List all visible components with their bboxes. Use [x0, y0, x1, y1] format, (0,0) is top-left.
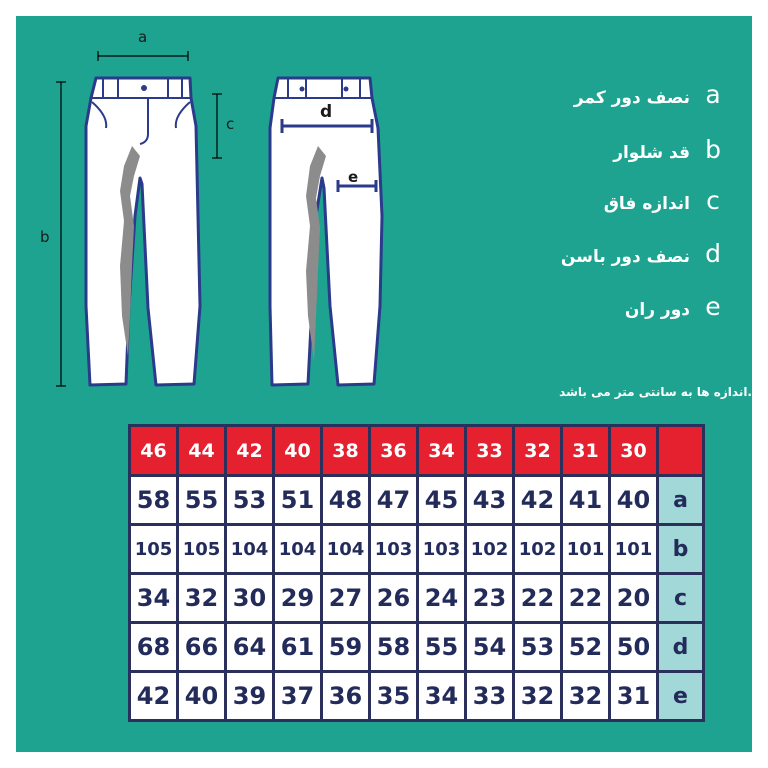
row-letter-cell: d [658, 623, 704, 672]
row-letter-cell: a [658, 476, 704, 525]
pants-diagram [16, 16, 416, 396]
table-cell: 32 [178, 574, 226, 623]
table-cell: 53 [226, 476, 274, 525]
table-cell: 64 [226, 623, 274, 672]
table-cell: 104 [226, 525, 274, 574]
table-cell: 105 [178, 525, 226, 574]
legend-item-a [574, 80, 690, 116]
table-cell: 23 [466, 574, 514, 623]
table-cell: 53 [514, 623, 562, 672]
table-cell: 42 [130, 672, 178, 721]
table-row-a [130, 476, 704, 525]
table-cell: 22 [514, 574, 562, 623]
table-cell: 50 [610, 623, 658, 672]
legend-letter-e: e [705, 292, 721, 321]
table-cell: 43 [466, 476, 514, 525]
table-cell: 32 [562, 672, 610, 721]
table-cell: 101 [610, 525, 658, 574]
table-cell: 51 [274, 476, 322, 525]
legend-letter-d: d [705, 239, 721, 268]
table-cell: 41 [562, 476, 610, 525]
table-cell: 52 [562, 623, 610, 672]
table-row-b [130, 525, 704, 574]
table-cell: 27 [322, 574, 370, 623]
table-cell: 29 [274, 574, 322, 623]
dimension-b-line [56, 82, 66, 386]
size-header-cell: 36 [370, 426, 418, 476]
table-cell: 39 [226, 672, 274, 721]
table-row-d [130, 623, 704, 672]
table-cell: 103 [418, 525, 466, 574]
size-header-cell: 32 [514, 426, 562, 476]
dimension-c-line [212, 94, 222, 158]
table-cell: 48 [322, 476, 370, 525]
size-header-cell: 40 [274, 426, 322, 476]
table-cell: 102 [466, 525, 514, 574]
legend-item-e [625, 292, 690, 328]
table-cell: 102 [514, 525, 562, 574]
table-cell: 55 [418, 623, 466, 672]
legend-letter-b: b [705, 135, 721, 164]
legend-text-e: دور ران [624, 300, 690, 320]
table-cell: 54 [466, 623, 514, 672]
table-cell: 103 [370, 525, 418, 574]
table-cell: 101 [562, 525, 610, 574]
size-header-cell: 30 [610, 426, 658, 476]
units-note: .اندازه ها به سانتی متر می باشد [559, 385, 752, 399]
table-cell: 105 [130, 525, 178, 574]
size-header-cell: 42 [226, 426, 274, 476]
dimension-b-label: b [40, 228, 50, 246]
size-guide-card [16, 16, 752, 752]
table-cell: 61 [274, 623, 322, 672]
size-header-cell: 33 [466, 426, 514, 476]
table-cell: 42 [514, 476, 562, 525]
dimension-a-line [98, 51, 188, 61]
table-cell: 36 [322, 672, 370, 721]
dimension-a-label: a [138, 28, 148, 46]
legend-item-c [604, 186, 690, 222]
table-row-e [130, 672, 704, 721]
table-cell: 58 [130, 476, 178, 525]
table-cell: 45 [418, 476, 466, 525]
table-cell: 40 [178, 672, 226, 721]
size-header-cell: 46 [130, 426, 178, 476]
back-view-pants [270, 78, 382, 385]
size-header-cell: 38 [322, 426, 370, 476]
size-header-cell: 44 [178, 426, 226, 476]
size-header-corner [658, 426, 704, 476]
table-cell: 26 [370, 574, 418, 623]
table-cell: 58 [370, 623, 418, 672]
legend-letter-a: a [705, 80, 721, 109]
table-cell: 24 [418, 574, 466, 623]
front-view-pants [86, 78, 200, 385]
legend-text-a: نصف دور کمر [573, 88, 690, 108]
dimension-e-label: e [348, 168, 359, 186]
table-cell: 104 [322, 525, 370, 574]
table-cell: 34 [418, 672, 466, 721]
legend-item-d [561, 239, 690, 275]
legend-text-b: قد شلوار [613, 143, 690, 163]
table-cell: 47 [370, 476, 418, 525]
table-cell: 33 [466, 672, 514, 721]
table-cell: 37 [274, 672, 322, 721]
size-header-cell: 31 [562, 426, 610, 476]
dimension-d-label: d [320, 102, 333, 122]
legend-item-b [613, 135, 690, 171]
table-cell: 104 [274, 525, 322, 574]
table-row-c [130, 574, 704, 623]
legend-text-c: اندازه فاق [603, 194, 690, 214]
table-cell: 20 [610, 574, 658, 623]
size-header-cell: 34 [418, 426, 466, 476]
row-letter-cell: c [658, 574, 704, 623]
dimension-c-label: c [226, 115, 235, 133]
row-letter-cell: b [658, 525, 704, 574]
legend-letter-c: c [706, 186, 720, 215]
table-cell: 35 [370, 672, 418, 721]
size-header-row [130, 426, 704, 476]
table-cell: 55 [178, 476, 226, 525]
legend-text-d: نصف دور باسن [560, 247, 690, 267]
table-cell: 30 [226, 574, 274, 623]
table-cell: 31 [610, 672, 658, 721]
table-cell: 22 [562, 574, 610, 623]
table-cell: 66 [178, 623, 226, 672]
table-cell: 68 [130, 623, 178, 672]
row-letter-cell: e [658, 672, 704, 721]
table-cell: 59 [322, 623, 370, 672]
size-table [128, 424, 705, 722]
table-cell: 32 [514, 672, 562, 721]
table-cell: 34 [130, 574, 178, 623]
table-cell: 40 [610, 476, 658, 525]
